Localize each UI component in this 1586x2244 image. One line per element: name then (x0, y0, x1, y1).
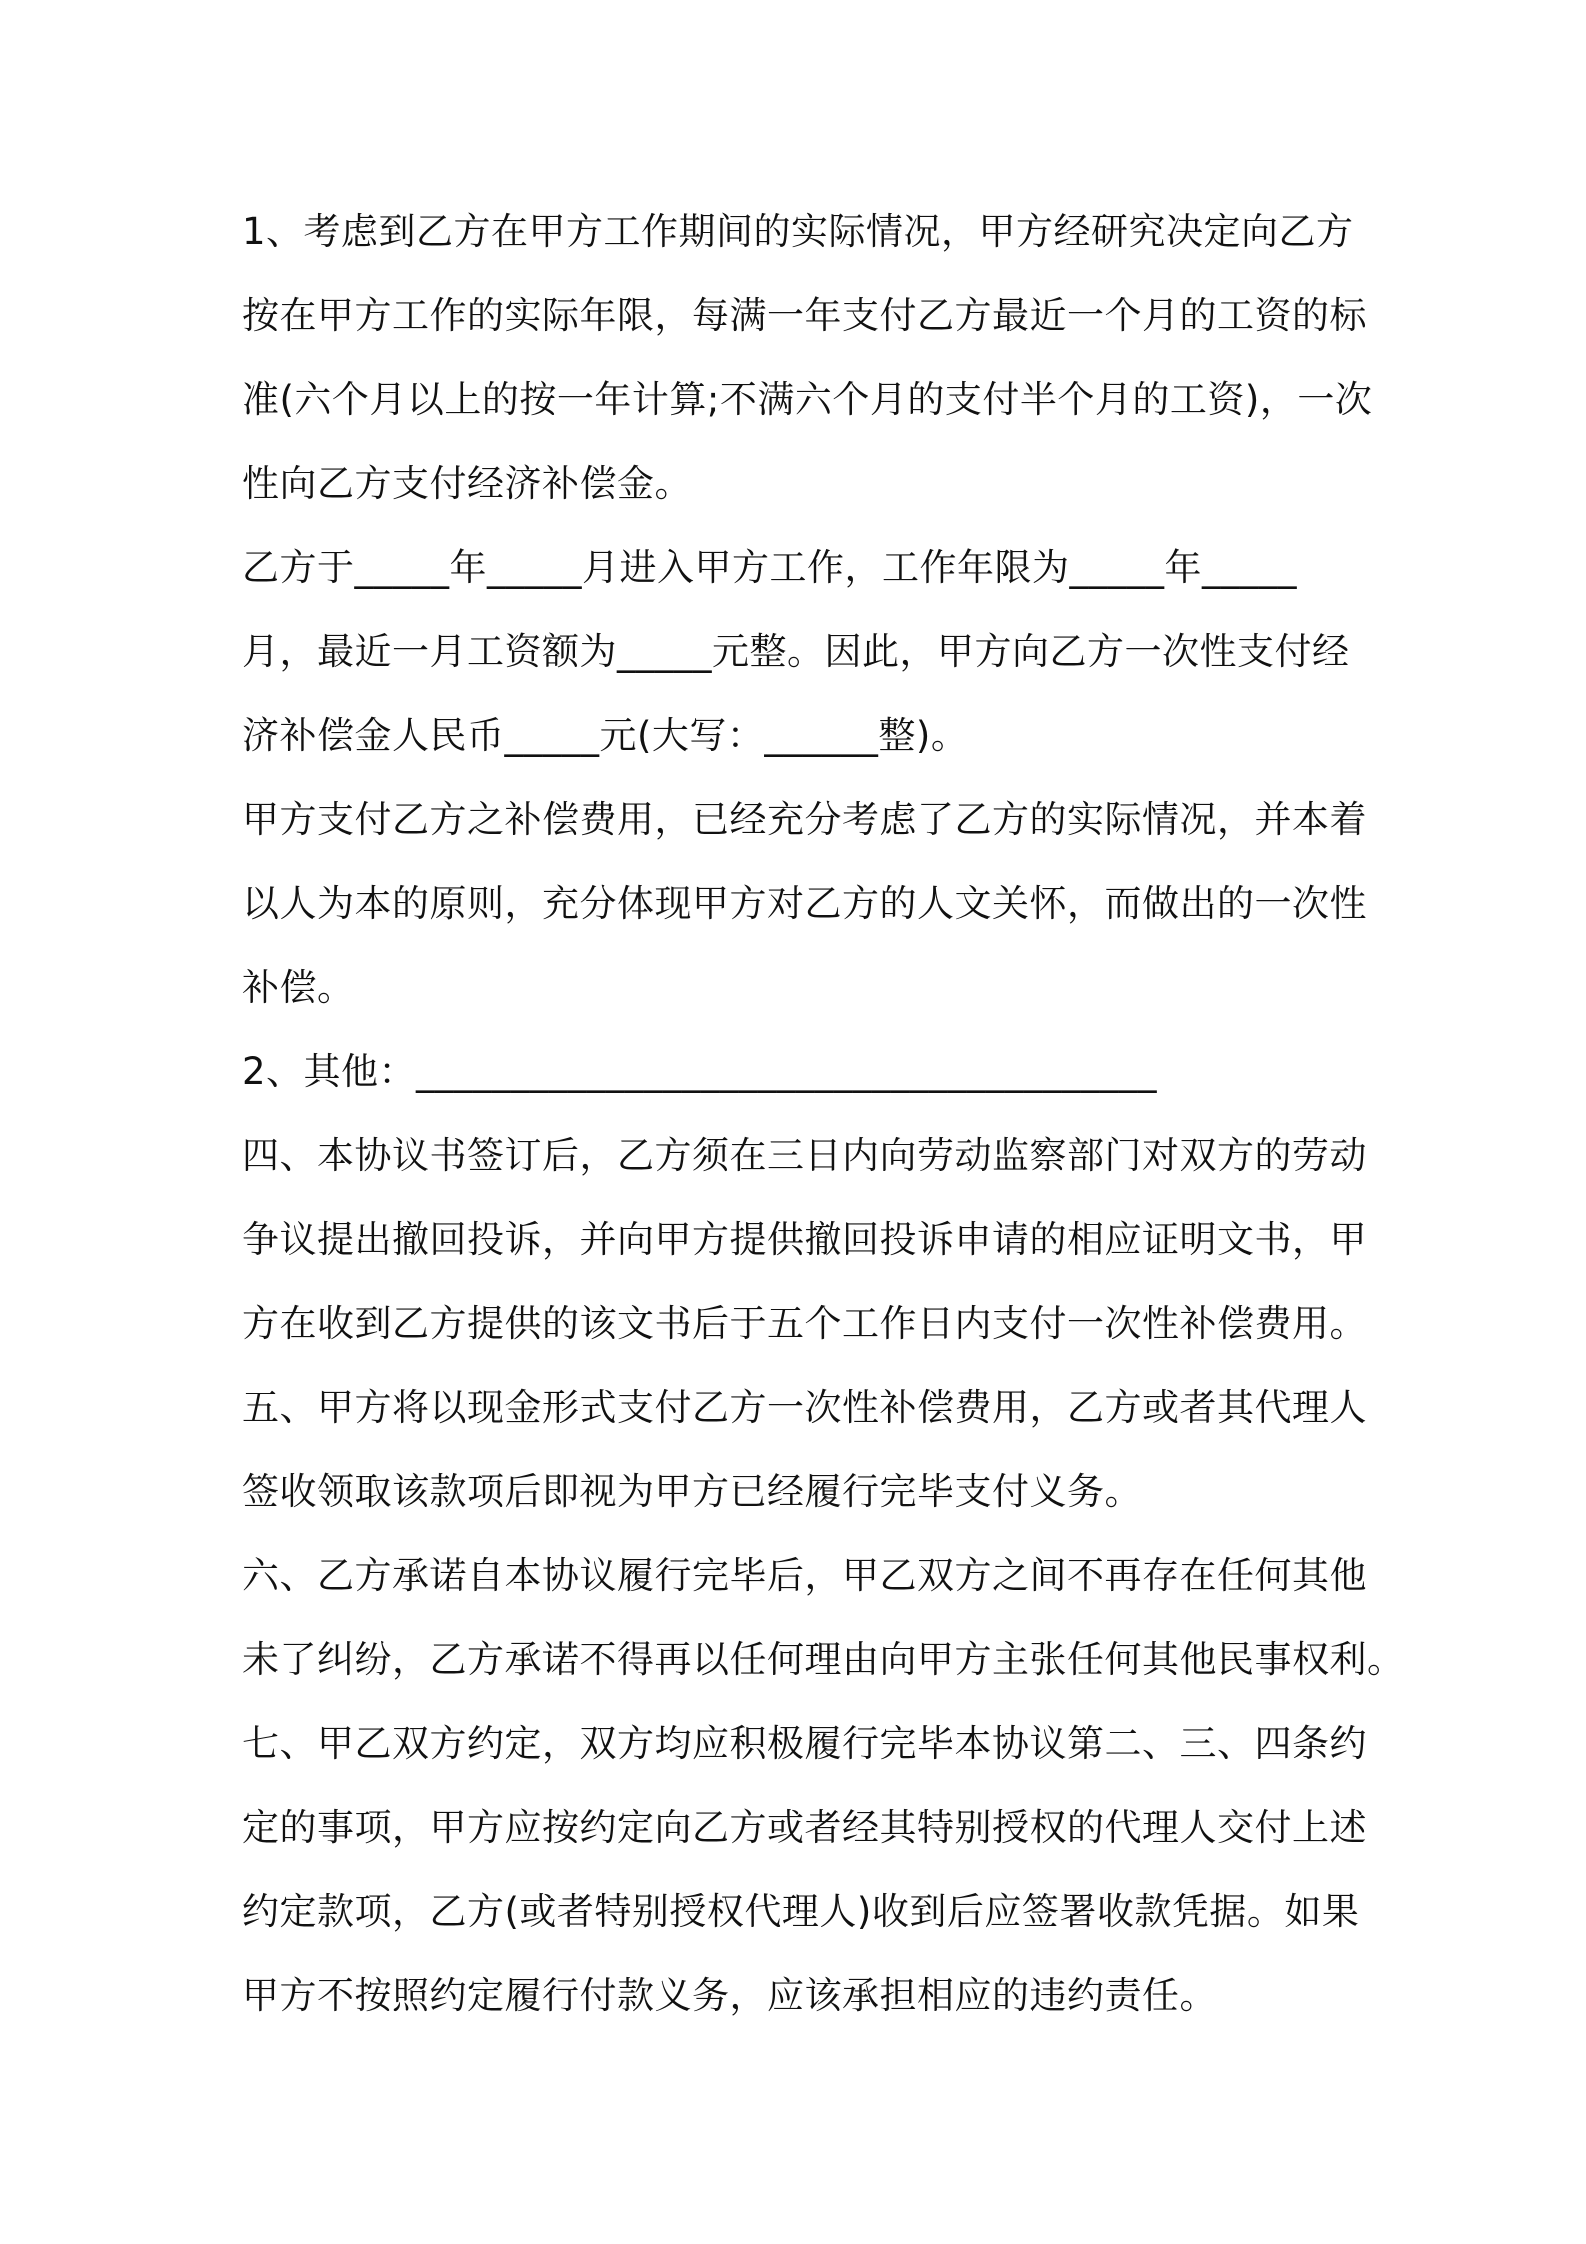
text-line: 四、本协议书签订后，乙方须在三日内向劳动监察部门对双方的劳动 (242, 1134, 1367, 1177)
text-line: 月，最近一月工资额为_____元整。因此，甲方向乙方一次性支付经 (242, 630, 1350, 673)
document-body (242, 190, 1405, 2038)
text-line: 甲方不按照约定履行付款义务，应该承担相应的违约责任。 (242, 1974, 1217, 2017)
text-line: 济补偿金人民币_____元(大写：______整)。 (242, 714, 969, 757)
text-line: 签收领取该款项后即视为甲方已经履行完毕支付义务。 (242, 1470, 1142, 1513)
text-line: 未了纠纷，乙方承诺不得再以任何理由向甲方主张任何其他民事权利。 (242, 1638, 1405, 1681)
text-line: 方在收到乙方提供的该文书后于五个工作日内支付一次性补偿费用。 (242, 1302, 1367, 1345)
text-line: 甲方支付乙方之补偿费用，已经充分考虑了乙方的实际情况，并本着 (242, 798, 1367, 841)
text-line: 性向乙方支付经济补偿金。 (242, 462, 692, 505)
text-line: 1、考虑到乙方在甲方工作期间的实际情况，甲方经研究决定向乙方 (242, 210, 1354, 253)
text-line: 争议提出撤回投诉，并向甲方提供撤回投诉申请的相应证明文书，甲 (242, 1218, 1367, 1261)
text-line: 五、甲方将以现金形式支付乙方一次性补偿费用，乙方或者其代理人 (242, 1386, 1367, 1429)
text-line: 乙方于_____年_____月进入甲方工作，工作年限为_____年_____ (242, 546, 1297, 589)
text-line: 按在甲方工作的实际年限，每满一年支付乙方最近一个月的工资的标 (242, 294, 1367, 337)
text-line: 六、乙方承诺自本协议履行完毕后，甲乙双方之间不再存在任何其他 (242, 1554, 1367, 1597)
text-line: 补偿。 (242, 966, 355, 1009)
text-line: 定的事项，甲方应按约定向乙方或者经其特别授权的代理人交付上述 (242, 1806, 1367, 1849)
text-line: 约定款项，乙方(或者特别授权代理人)收到后应签署收款凭据。如果 (242, 1890, 1360, 1933)
text-line: 七、甲乙双方约定，双方均应积极履行完毕本协议第二、三、四条约 (242, 1722, 1367, 1765)
text-line: 以人为本的原则，充分体现甲方对乙方的人文关怀，而做出的一次性 (242, 882, 1367, 925)
text-line: 2、其他：_______________________________________ (242, 1050, 1158, 1093)
text-line: 准(六个月以上的按一年计算;不满六个月的支付半个月的工资)，一次 (242, 378, 1373, 421)
